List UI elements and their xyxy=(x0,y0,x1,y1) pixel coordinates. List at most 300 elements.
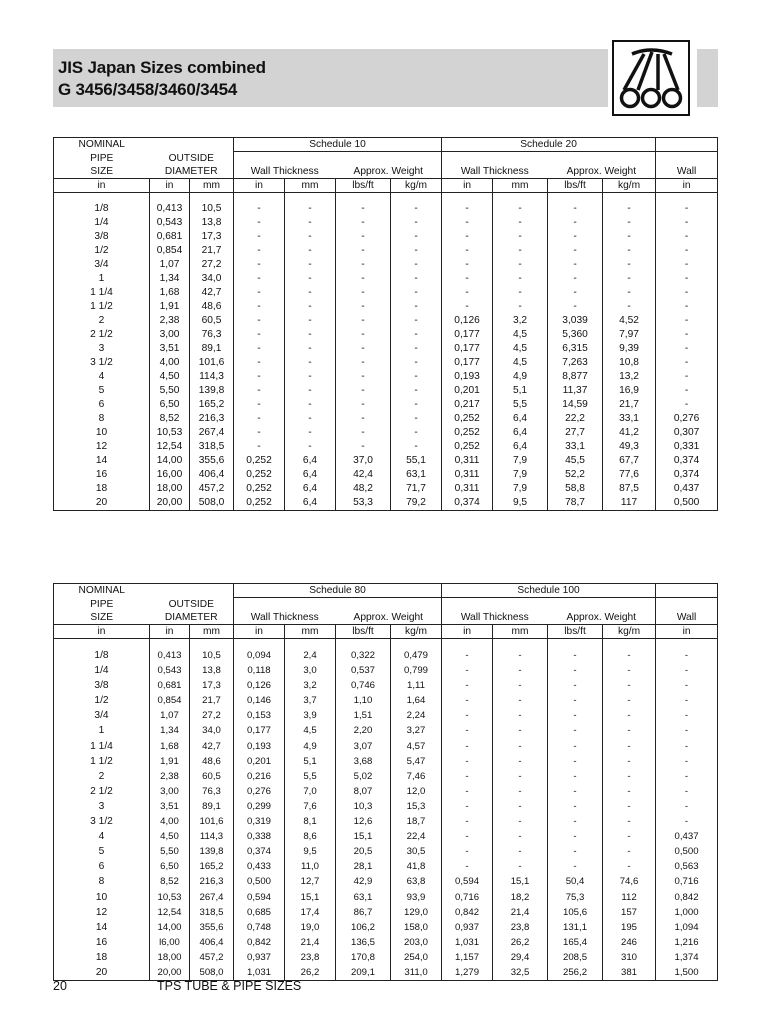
table-cell: - xyxy=(603,769,656,784)
table-cell: - xyxy=(391,202,442,216)
table-cell: - xyxy=(285,440,336,454)
table-row xyxy=(54,935,718,950)
table-cell: 10,5 xyxy=(190,648,234,663)
table-cell: 17,3 xyxy=(190,230,234,244)
table-cell: 1,000 xyxy=(656,905,718,920)
table-cell: - xyxy=(656,370,718,384)
table-cell: - xyxy=(391,258,442,272)
table-cell: 0,594 xyxy=(442,874,493,889)
table-cell: 8,07 xyxy=(336,784,391,799)
table-row xyxy=(54,648,718,663)
table-cell: 2,4 xyxy=(285,648,336,663)
table-cell: 89,1 xyxy=(190,342,234,356)
table-cell: 0,126 xyxy=(442,314,493,328)
table-cell: - xyxy=(603,230,656,244)
unit-cell: mm xyxy=(493,625,548,639)
outside-header: OUTSIDE xyxy=(168,598,214,610)
table-cell: - xyxy=(285,314,336,328)
table-cell: 67,7 xyxy=(603,454,656,468)
table-row xyxy=(54,920,718,935)
table-cell: - xyxy=(656,708,718,723)
table-cell: - xyxy=(603,244,656,258)
table-cell: 311,0 xyxy=(391,965,442,981)
table-cell: - xyxy=(336,272,391,286)
approx-weight-header: Approx. Weight xyxy=(548,611,656,625)
approx-weight-header: Approx. Weight xyxy=(548,165,656,179)
table-cell: - xyxy=(285,272,336,286)
nominal-size-cell: 14 xyxy=(95,921,108,933)
table-cell: 165,2 xyxy=(190,859,234,874)
table-cell: - xyxy=(656,799,718,814)
table-cell: 15,3 xyxy=(391,799,442,814)
table-cell: 5,1 xyxy=(493,384,548,398)
table-row xyxy=(54,874,718,889)
table-cell: 112 xyxy=(603,890,656,905)
wall-header: Wall xyxy=(656,165,718,179)
table-cell: 27,7 xyxy=(548,426,603,440)
table-cell: 20,00 xyxy=(150,496,190,511)
table-cell: - xyxy=(548,648,603,663)
table-cell: - xyxy=(234,384,285,398)
nominal-size-cell: 18 xyxy=(95,951,108,963)
table-cell: - xyxy=(548,300,603,314)
table-cell: 7,6 xyxy=(285,799,336,814)
table-cell: 93,9 xyxy=(391,890,442,905)
table-cell: 23,8 xyxy=(493,920,548,935)
nominal-size-cell: 6 xyxy=(98,399,105,410)
table-cell: 0,854 xyxy=(150,693,190,708)
table-cell: - xyxy=(442,708,493,723)
table-cell: - xyxy=(442,202,493,216)
table-cell: - xyxy=(391,272,442,286)
table-cell: 246 xyxy=(603,935,656,950)
table-cell: 3,68 xyxy=(336,754,391,769)
table-cell: - xyxy=(548,739,603,754)
table-row xyxy=(54,769,718,784)
table-cell: - xyxy=(548,230,603,244)
table-cell: 106,2 xyxy=(336,920,391,935)
table-cell: - xyxy=(548,859,603,874)
table-cell: 4,50 xyxy=(150,370,190,384)
table-cell: 21,7 xyxy=(190,693,234,708)
table-cell: - xyxy=(285,300,336,314)
table-cell: 13,8 xyxy=(190,216,234,230)
table-cell: 42,7 xyxy=(190,739,234,754)
table-cell: - xyxy=(656,342,718,356)
table-cell: 48,6 xyxy=(190,754,234,769)
nominal-size-cell: 8 xyxy=(98,413,105,424)
table-cell: 0,479 xyxy=(391,648,442,663)
table-cell: - xyxy=(234,398,285,412)
table-cell: - xyxy=(391,244,442,258)
table-cell: 18,00 xyxy=(150,950,190,965)
table-cell: 48,2 xyxy=(336,482,391,496)
table-cell: 55,1 xyxy=(391,454,442,468)
nominal-size-cell: 4 xyxy=(98,831,105,843)
table-cell: 6,4 xyxy=(285,482,336,496)
unit-cell: in xyxy=(54,625,150,639)
nominal-header: NOMINAL xyxy=(78,139,125,151)
table-cell: - xyxy=(656,814,718,829)
table-row xyxy=(54,412,718,426)
table-cell: 11,0 xyxy=(285,859,336,874)
table-cell: - xyxy=(603,693,656,708)
table-cell: 3,2 xyxy=(493,314,548,328)
nominal-size-cell: 1/4 xyxy=(94,217,109,228)
table-cell: 79,2 xyxy=(391,496,442,511)
table-cell: - xyxy=(442,648,493,663)
table-cell: - xyxy=(548,258,603,272)
table-cell: 6,4 xyxy=(285,468,336,482)
table-cell: - xyxy=(603,859,656,874)
table-cell: 3,27 xyxy=(391,723,442,738)
table-cell: 4,00 xyxy=(150,356,190,370)
nominal-size-cell: 10 xyxy=(95,891,108,903)
table-cell: 2,24 xyxy=(391,708,442,723)
nominal-size-cell: 3/4 xyxy=(94,259,109,270)
table-cell: - xyxy=(493,202,548,216)
table-cell: 0,177 xyxy=(442,356,493,370)
table-cell: 0,543 xyxy=(150,663,190,678)
nominal-size-cell: 16 xyxy=(95,469,108,480)
unit-cell: mm xyxy=(285,625,336,639)
table-cell: - xyxy=(391,286,442,300)
nominal-size-cell: 3/8 xyxy=(94,680,109,692)
table-cell: - xyxy=(656,286,718,300)
table-cell: - xyxy=(656,244,718,258)
table-cell: 8,52 xyxy=(150,874,190,889)
table-cell: - xyxy=(603,708,656,723)
table-cell: - xyxy=(442,272,493,286)
table-cell: 28,1 xyxy=(336,859,391,874)
nominal-size-cell: 10 xyxy=(95,427,108,438)
table-cell: 5,50 xyxy=(150,384,190,398)
table-cell: - xyxy=(493,216,548,230)
schedule-10-20-table xyxy=(53,137,718,511)
table-cell: - xyxy=(391,328,442,342)
table-cell: 12,54 xyxy=(150,440,190,454)
table-cell: - xyxy=(603,799,656,814)
table-cell: - xyxy=(285,356,336,370)
table-cell: 5,5 xyxy=(285,769,336,784)
table-row xyxy=(54,678,718,693)
table-cell: 8,877 xyxy=(548,370,603,384)
nominal-size-cell: 1 1/2 xyxy=(90,301,113,312)
table-cell: 1,64 xyxy=(391,693,442,708)
nominal-size-cell: 2 xyxy=(98,315,105,326)
table-cell: 105,6 xyxy=(548,905,603,920)
table-cell: 4,5 xyxy=(493,342,548,356)
table-cell: 0,716 xyxy=(656,874,718,889)
table-cell: - xyxy=(336,412,391,426)
table-cell: 32,5 xyxy=(493,965,548,981)
table-cell: - xyxy=(285,412,336,426)
table-cell: 0,252 xyxy=(442,440,493,454)
title-bar-extension xyxy=(697,49,718,107)
table-row xyxy=(54,286,718,300)
table-cell: 27,2 xyxy=(190,258,234,272)
unit-cell: mm xyxy=(493,179,548,193)
wall-thickness-header: Wall Thickness xyxy=(234,165,336,179)
table-cell: - xyxy=(234,230,285,244)
table-cell: 4,5 xyxy=(493,356,548,370)
table-cell: 0,118 xyxy=(234,663,285,678)
table-cell: - xyxy=(391,398,442,412)
table-cell: 4,57 xyxy=(391,739,442,754)
table-cell: 10,3 xyxy=(336,799,391,814)
table-cell: 0,799 xyxy=(391,663,442,678)
table-cell: - xyxy=(442,693,493,708)
table-cell: - xyxy=(442,769,493,784)
table-cell: 53,3 xyxy=(336,496,391,511)
table-cell: 26,2 xyxy=(285,965,336,981)
nominal-size-cell: 16 xyxy=(95,936,108,948)
table-row xyxy=(54,398,718,412)
table-cell: - xyxy=(442,663,493,678)
table-cell: - xyxy=(548,244,603,258)
nominal-size-cell: 3 1/2 xyxy=(90,357,113,368)
table-cell: 60,5 xyxy=(190,769,234,784)
table-cell: 0,126 xyxy=(234,678,285,693)
table-cell: 0,937 xyxy=(234,950,285,965)
table-cell: 0,374 xyxy=(234,844,285,859)
table-cell: - xyxy=(656,648,718,663)
spacer-row xyxy=(54,193,718,203)
table-cell: 170,8 xyxy=(336,950,391,965)
nominal-header: NOMINAL xyxy=(78,585,125,597)
table-cell: - xyxy=(442,230,493,244)
table-cell: 114,3 xyxy=(190,370,234,384)
table-cell: 6,4 xyxy=(285,496,336,511)
table-cell: - xyxy=(285,244,336,258)
nominal-size-cell: 1 1/4 xyxy=(90,740,113,752)
table-cell: - xyxy=(548,286,603,300)
table-cell: 12,6 xyxy=(336,814,391,829)
table-cell: 0,201 xyxy=(234,754,285,769)
table-cell: 20,5 xyxy=(336,844,391,859)
table-cell: - xyxy=(603,663,656,678)
table-cell: 4,5 xyxy=(493,328,548,342)
table-cell: 0,193 xyxy=(442,370,493,384)
table-cell: - xyxy=(493,693,548,708)
table-cell: - xyxy=(493,723,548,738)
table-cell: 1,34 xyxy=(150,272,190,286)
table-cell: 15,1 xyxy=(493,874,548,889)
unit-cell: in xyxy=(54,179,150,193)
table-cell: 381 xyxy=(603,965,656,981)
table-row xyxy=(54,754,718,769)
table-cell: - xyxy=(656,693,718,708)
table-cell: - xyxy=(548,799,603,814)
table-cell: - xyxy=(336,370,391,384)
table-cell: 12,54 xyxy=(150,905,190,920)
approx-weight-header: Approx. Weight xyxy=(336,165,442,179)
nominal-size-cell: 5 xyxy=(98,846,105,858)
table-cell: - xyxy=(603,286,656,300)
table-cell: 8,6 xyxy=(285,829,336,844)
table-cell: 3,0 xyxy=(285,663,336,678)
table-cell: 19,0 xyxy=(285,920,336,935)
table-cell: - xyxy=(493,708,548,723)
table-cell: - xyxy=(656,328,718,342)
table-cell: - xyxy=(656,784,718,799)
nominal-size-cell: 20 xyxy=(95,966,108,978)
table-cell: 89,1 xyxy=(190,799,234,814)
table-cell: - xyxy=(234,370,285,384)
table-cell: - xyxy=(285,426,336,440)
table-cell: - xyxy=(603,844,656,859)
table-cell: - xyxy=(391,342,442,356)
table-cell: - xyxy=(391,300,442,314)
table-cell: 29,4 xyxy=(493,950,548,965)
table-cell: - xyxy=(336,216,391,230)
table-cell: 0,685 xyxy=(234,905,285,920)
table-cell: 10,53 xyxy=(150,890,190,905)
nominal-header-3: SIZE xyxy=(54,165,150,179)
table-cell: 30,5 xyxy=(391,844,442,859)
table-cell: 0,374 xyxy=(442,496,493,511)
table-cell: - xyxy=(548,216,603,230)
nominal-size-cell: 1/2 xyxy=(94,695,109,707)
table-cell: 203,0 xyxy=(391,935,442,950)
table-cell: - xyxy=(285,384,336,398)
outside-header-2: DIAMETER xyxy=(150,611,234,625)
table-cell: 3,7 xyxy=(285,693,336,708)
table-cell: 12,0 xyxy=(391,784,442,799)
table-cell: 75,3 xyxy=(548,890,603,905)
schedule-b-header: Schedule 100 xyxy=(442,584,656,598)
table-cell: - xyxy=(336,286,391,300)
table-cell: 0,216 xyxy=(234,769,285,784)
table-cell: 0,177 xyxy=(442,342,493,356)
table-cell: 5,47 xyxy=(391,754,442,769)
table-cell: 4,9 xyxy=(285,739,336,754)
table-cell: 0,537 xyxy=(336,663,391,678)
table-row xyxy=(54,230,718,244)
table-cell: - xyxy=(285,216,336,230)
table-cell: 0,201 xyxy=(442,384,493,398)
table-row xyxy=(54,384,718,398)
table-cell: - xyxy=(442,859,493,874)
table-cell: 7,263 xyxy=(548,356,603,370)
table-cell: 45,5 xyxy=(548,454,603,468)
table-cell: 0,937 xyxy=(442,920,493,935)
table-cell: - xyxy=(548,829,603,844)
table-cell: 6,4 xyxy=(285,454,336,468)
table-cell: - xyxy=(442,784,493,799)
table-cell: - xyxy=(548,754,603,769)
table-cell: 0,338 xyxy=(234,829,285,844)
unit-cell: in xyxy=(234,179,285,193)
table-cell: - xyxy=(442,300,493,314)
unit-cell: lbs/ft xyxy=(336,625,391,639)
table-cell: 0,681 xyxy=(150,678,190,693)
table-cell: 77,6 xyxy=(603,468,656,482)
table-cell: - xyxy=(336,398,391,412)
table-cell: 74,6 xyxy=(603,874,656,889)
table-cell: - xyxy=(234,272,285,286)
nominal-size-cell: 8 xyxy=(98,876,105,888)
nominal-size-cell: 1 1/2 xyxy=(90,755,113,767)
table-cell: - xyxy=(656,754,718,769)
table-cell: 165,4 xyxy=(548,935,603,950)
table-cell: 0,543 xyxy=(150,216,190,230)
table-cell: 0,842 xyxy=(442,905,493,920)
unit-cell: kg/m xyxy=(603,179,656,193)
table-cell: - xyxy=(656,663,718,678)
table-row xyxy=(54,482,718,496)
table-cell: 0,594 xyxy=(234,890,285,905)
table-cell: 1,031 xyxy=(442,935,493,950)
schedule-a-header: Schedule 80 xyxy=(234,584,442,598)
table-cell: 16,00 xyxy=(150,468,190,482)
table-row xyxy=(54,244,718,258)
table-cell: 0,252 xyxy=(234,496,285,511)
table-cell: 0,563 xyxy=(656,859,718,874)
unit-cell: kg/m xyxy=(603,625,656,639)
nominal-size-cell: 18 xyxy=(95,483,108,494)
table-cell: 0,299 xyxy=(234,799,285,814)
table-cell: 4,50 xyxy=(150,829,190,844)
title-bar xyxy=(53,49,608,107)
table-cell: - xyxy=(656,398,718,412)
page-number: 20 xyxy=(53,979,67,993)
table-cell: - xyxy=(442,286,493,300)
nominal-size-cell: 1/4 xyxy=(94,665,109,677)
table-row xyxy=(54,965,718,981)
table-cell: 131,1 xyxy=(548,920,603,935)
table-cell: 7,9 xyxy=(493,468,548,482)
table-cell: - xyxy=(493,230,548,244)
nominal-size-cell: 14 xyxy=(95,455,108,466)
table-cell: 3,039 xyxy=(548,314,603,328)
table-cell: - xyxy=(234,286,285,300)
table-cell: - xyxy=(493,769,548,784)
table-cell: - xyxy=(234,216,285,230)
table-cell: 11,37 xyxy=(548,384,603,398)
table-cell: - xyxy=(656,723,718,738)
table-cell: 318,5 xyxy=(190,440,234,454)
table-cell: - xyxy=(656,258,718,272)
table-cell: - xyxy=(285,398,336,412)
table-cell: 0,500 xyxy=(234,874,285,889)
table-cell: 101,6 xyxy=(190,814,234,829)
table-cell: 7,9 xyxy=(493,482,548,496)
table-cell: 37,0 xyxy=(336,454,391,468)
nominal-size-cell: 3/8 xyxy=(94,231,109,242)
table-cell: - xyxy=(548,814,603,829)
table-row xyxy=(54,440,718,454)
table-row xyxy=(54,314,718,328)
table-cell: 10,8 xyxy=(603,356,656,370)
table-cell: 86,7 xyxy=(336,905,391,920)
table-row xyxy=(54,905,718,920)
table-cell: - xyxy=(336,440,391,454)
table-cell: 0,177 xyxy=(234,723,285,738)
table-cell: - xyxy=(493,814,548,829)
table-cell: 5,5 xyxy=(493,398,548,412)
nominal-size-cell: 1/8 xyxy=(94,203,109,214)
table-cell: 1,91 xyxy=(150,754,190,769)
table-cell: 5,1 xyxy=(285,754,336,769)
table-cell: 14,59 xyxy=(548,398,603,412)
table-cell: - xyxy=(603,784,656,799)
table-cell: - xyxy=(442,723,493,738)
table-cell: 3,00 xyxy=(150,328,190,342)
table-cell: 87,5 xyxy=(603,482,656,496)
table-cell: 18,2 xyxy=(493,890,548,905)
table-row xyxy=(54,814,718,829)
